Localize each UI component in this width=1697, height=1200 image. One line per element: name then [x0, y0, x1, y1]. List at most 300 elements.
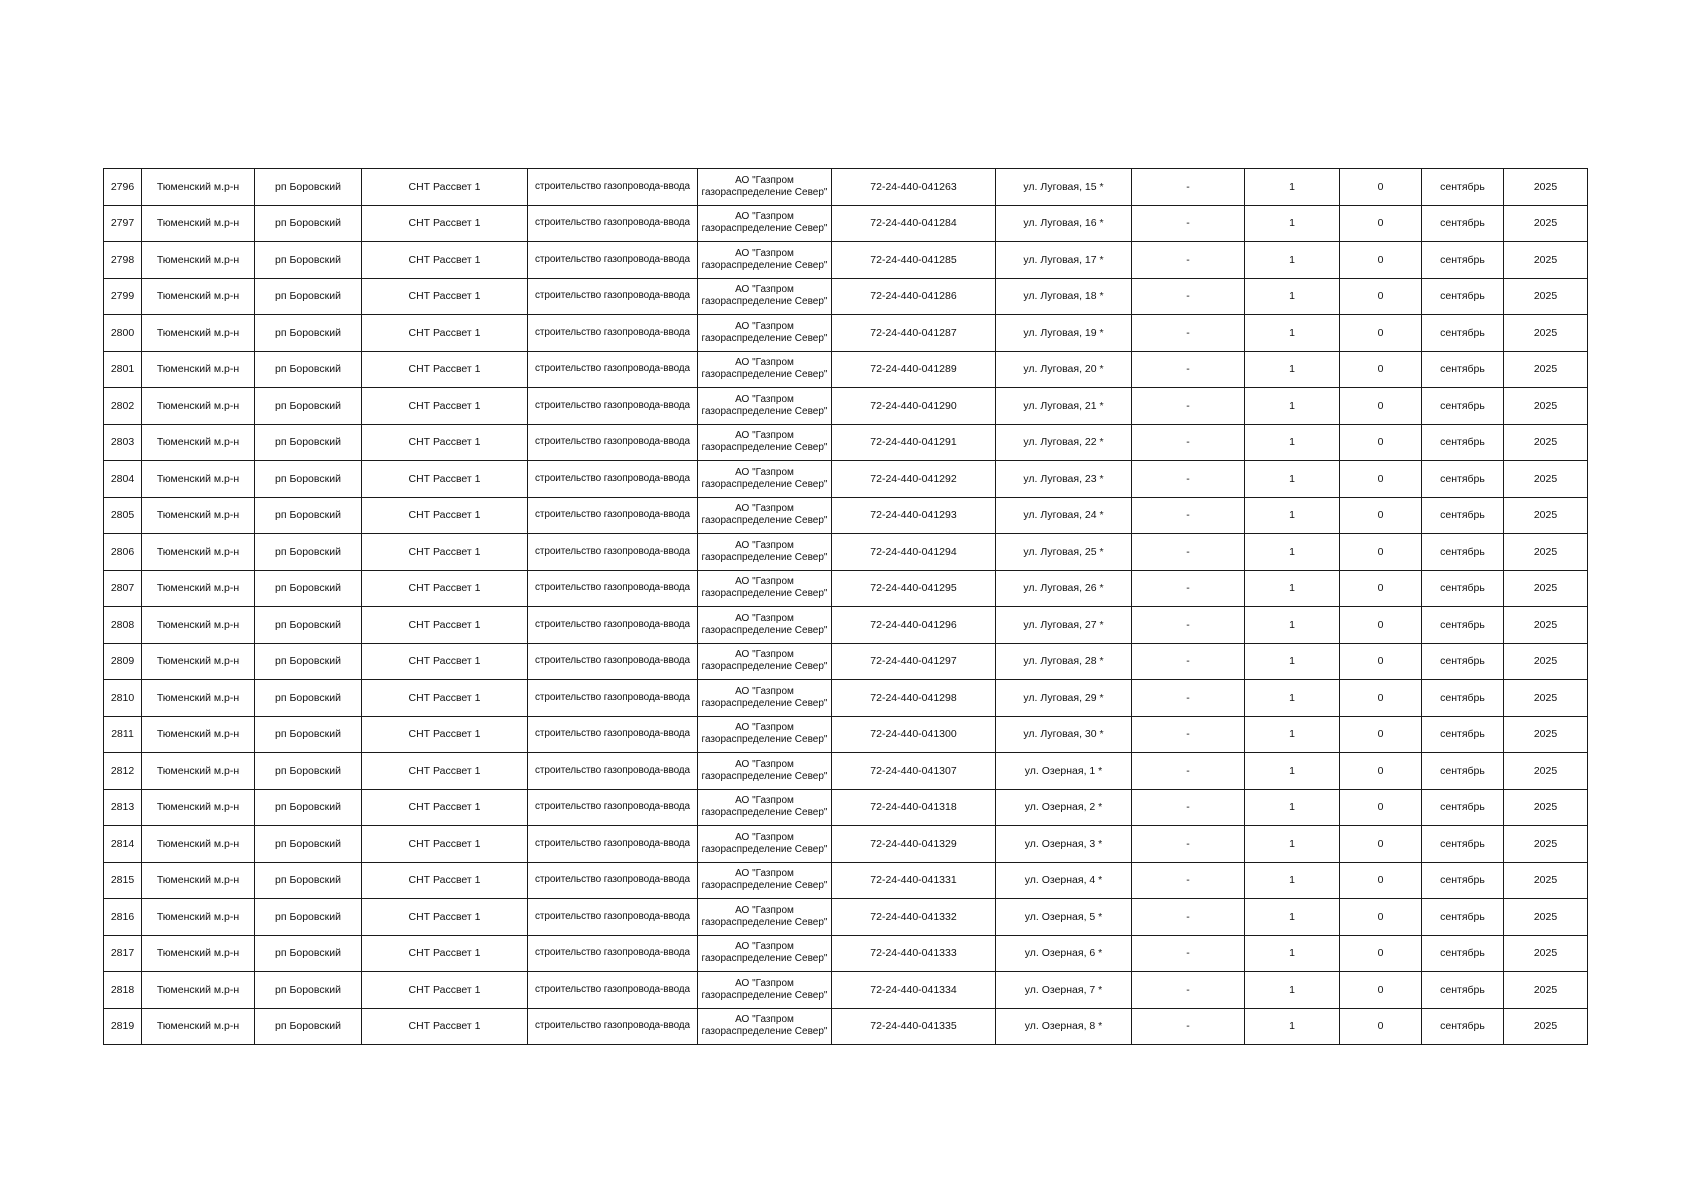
table-row [104, 643, 1588, 680]
cell-month: сентябрь [1422, 278, 1504, 315]
cell-district: Тюменский м.р-н [142, 534, 255, 571]
table-row [104, 789, 1588, 826]
table-row [104, 826, 1588, 863]
cell-address: ул. Луговая, 15 * [996, 169, 1132, 206]
table-row [104, 935, 1588, 972]
cell-work-type: строительство газопровода-ввода [528, 388, 698, 425]
table-row [104, 388, 1588, 425]
cell-organization: АО "Газпром газораспределение Север" [698, 753, 832, 790]
cell-row-number: 2819 [104, 1008, 142, 1045]
cell-count-zero: 0 [1340, 643, 1422, 680]
cell-month: сентябрь [1422, 789, 1504, 826]
cell-count-zero: 0 [1340, 278, 1422, 315]
cell-count-one: 1 [1245, 278, 1340, 315]
cell-district: Тюменский м.р-н [142, 388, 255, 425]
cell-year: 2025 [1504, 278, 1588, 315]
cell-cadastral-number: 72-24-440-041298 [832, 680, 996, 717]
cell-row-number: 2817 [104, 935, 142, 972]
cell-count-one: 1 [1245, 497, 1340, 534]
cell-count-one: 1 [1245, 388, 1340, 425]
cell-organization: АО "Газпром газораспределение Север" [698, 205, 832, 242]
cell-district: Тюменский м.р-н [142, 315, 255, 352]
cell-organization: АО "Газпром газораспределение Север" [698, 570, 832, 607]
cell-district: Тюменский м.р-н [142, 497, 255, 534]
cell-count-zero: 0 [1340, 935, 1422, 972]
cell-year: 2025 [1504, 935, 1588, 972]
cell-month: сентябрь [1422, 862, 1504, 899]
cell-cadastral-number: 72-24-440-041285 [832, 242, 996, 279]
cell-organization: АО "Газпром газораспределение Север" [698, 935, 832, 972]
cell-month: сентябрь [1422, 315, 1504, 352]
cell-month: сентябрь [1422, 753, 1504, 790]
cell-year: 2025 [1504, 607, 1588, 644]
table-row [104, 315, 1588, 352]
table-row [104, 570, 1588, 607]
cell-locality: СНТ Рассвет 1 [362, 607, 528, 644]
cell-dash: - [1132, 242, 1245, 279]
cell-district: Тюменский м.р-н [142, 972, 255, 1009]
cell-locality: СНТ Рассвет 1 [362, 205, 528, 242]
cell-organization: АО "Газпром газораспределение Север" [698, 862, 832, 899]
cell-organization: АО "Газпром газораспределение Север" [698, 351, 832, 388]
cell-organization: АО "Газпром газораспределение Север" [698, 461, 832, 498]
cell-settlement: рп Боровский [255, 899, 362, 936]
cell-locality: СНТ Рассвет 1 [362, 169, 528, 206]
cell-work-type: строительство газопровода-ввода [528, 899, 698, 936]
cell-work-type: строительство газопровода-ввода [528, 169, 698, 206]
cell-month: сентябрь [1422, 570, 1504, 607]
cell-month: сентябрь [1422, 1008, 1504, 1045]
cell-row-number: 2808 [104, 607, 142, 644]
cell-count-one: 1 [1245, 570, 1340, 607]
cell-locality: СНТ Рассвет 1 [362, 534, 528, 571]
cell-work-type: строительство газопровода-ввода [528, 424, 698, 461]
cell-organization: АО "Газпром газораспределение Север" [698, 643, 832, 680]
cell-address: ул. Озерная, 4 * [996, 862, 1132, 899]
cell-count-one: 1 [1245, 680, 1340, 717]
cell-organization: АО "Газпром газораспределение Север" [698, 424, 832, 461]
cell-count-zero: 0 [1340, 169, 1422, 206]
cell-year: 2025 [1504, 826, 1588, 863]
cell-district: Тюменский м.р-н [142, 753, 255, 790]
cell-year: 2025 [1504, 753, 1588, 790]
cell-cadastral-number: 72-24-440-041289 [832, 351, 996, 388]
cell-work-type: строительство газопровода-ввода [528, 643, 698, 680]
cell-address: ул. Луговая, 28 * [996, 643, 1132, 680]
cell-address: ул. Луговая, 24 * [996, 497, 1132, 534]
table-row [104, 607, 1588, 644]
cell-settlement: рп Боровский [255, 497, 362, 534]
cell-cadastral-number: 72-24-440-041329 [832, 826, 996, 863]
cell-month: сентябрь [1422, 351, 1504, 388]
cell-year: 2025 [1504, 242, 1588, 279]
cell-organization: АО "Газпром газораспределение Север" [698, 972, 832, 1009]
cell-row-number: 2815 [104, 862, 142, 899]
cell-locality: СНТ Рассвет 1 [362, 388, 528, 425]
cell-row-number: 2813 [104, 789, 142, 826]
cell-settlement: рп Боровский [255, 643, 362, 680]
cell-row-number: 2814 [104, 826, 142, 863]
cell-row-number: 2798 [104, 242, 142, 279]
cell-work-type: строительство газопровода-ввода [528, 278, 698, 315]
cell-address: ул. Луговая, 17 * [996, 242, 1132, 279]
cell-settlement: рп Боровский [255, 826, 362, 863]
cell-work-type: строительство газопровода-ввода [528, 607, 698, 644]
cell-locality: СНТ Рассвет 1 [362, 935, 528, 972]
cell-address: ул. Луговая, 18 * [996, 278, 1132, 315]
cell-cadastral-number: 72-24-440-041290 [832, 388, 996, 425]
cell-count-zero: 0 [1340, 497, 1422, 534]
cell-organization: АО "Газпром газораспределение Север" [698, 826, 832, 863]
cell-dash: - [1132, 826, 1245, 863]
cell-row-number: 2818 [104, 972, 142, 1009]
cell-year: 2025 [1504, 388, 1588, 425]
cell-count-one: 1 [1245, 789, 1340, 826]
cell-count-zero: 0 [1340, 607, 1422, 644]
cell-year: 2025 [1504, 351, 1588, 388]
cell-count-one: 1 [1245, 351, 1340, 388]
cell-address: ул. Луговая, 16 * [996, 205, 1132, 242]
cell-count-zero: 0 [1340, 388, 1422, 425]
cell-settlement: рп Боровский [255, 242, 362, 279]
cell-dash: - [1132, 351, 1245, 388]
cell-work-type: строительство газопровода-ввода [528, 1008, 698, 1045]
cell-work-type: строительство газопровода-ввода [528, 826, 698, 863]
cell-row-number: 2801 [104, 351, 142, 388]
cell-count-one: 1 [1245, 607, 1340, 644]
cell-cadastral-number: 72-24-440-041286 [832, 278, 996, 315]
cell-row-number: 2797 [104, 205, 142, 242]
cell-cadastral-number: 72-24-440-041297 [832, 643, 996, 680]
cell-row-number: 2803 [104, 424, 142, 461]
cell-month: сентябрь [1422, 461, 1504, 498]
cell-address: ул. Луговая, 27 * [996, 607, 1132, 644]
cell-settlement: рп Боровский [255, 753, 362, 790]
table-row [104, 169, 1588, 206]
cell-settlement: рп Боровский [255, 205, 362, 242]
cell-work-type: строительство газопровода-ввода [528, 753, 698, 790]
cell-district: Тюменский м.р-н [142, 1008, 255, 1045]
cell-count-one: 1 [1245, 242, 1340, 279]
cell-count-zero: 0 [1340, 862, 1422, 899]
cell-organization: АО "Газпром газораспределение Север" [698, 242, 832, 279]
cell-count-one: 1 [1245, 424, 1340, 461]
cell-settlement: рп Боровский [255, 680, 362, 717]
cell-year: 2025 [1504, 862, 1588, 899]
cell-cadastral-number: 72-24-440-041292 [832, 461, 996, 498]
cell-dash: - [1132, 570, 1245, 607]
cell-district: Тюменский м.р-н [142, 461, 255, 498]
table-row [104, 972, 1588, 1009]
cell-row-number: 2806 [104, 534, 142, 571]
cell-organization: АО "Газпром газораспределение Север" [698, 899, 832, 936]
cell-settlement: рп Боровский [255, 169, 362, 206]
cell-month: сентябрь [1422, 424, 1504, 461]
cell-locality: СНТ Рассвет 1 [362, 570, 528, 607]
cell-cadastral-number: 72-24-440-041300 [832, 716, 996, 753]
cell-year: 2025 [1504, 205, 1588, 242]
cell-dash: - [1132, 424, 1245, 461]
cell-month: сентябрь [1422, 716, 1504, 753]
cell-count-one: 1 [1245, 534, 1340, 571]
cell-count-zero: 0 [1340, 826, 1422, 863]
cell-district: Тюменский м.р-н [142, 643, 255, 680]
cell-work-type: строительство газопровода-ввода [528, 680, 698, 717]
cell-count-one: 1 [1245, 315, 1340, 352]
table-row [104, 680, 1588, 717]
cell-address: ул. Озерная, 5 * [996, 899, 1132, 936]
cell-district: Тюменский м.р-н [142, 278, 255, 315]
cell-district: Тюменский м.р-н [142, 680, 255, 717]
cell-organization: АО "Газпром газораспределение Север" [698, 388, 832, 425]
cell-organization: АО "Газпром газораспределение Север" [698, 680, 832, 717]
cell-district: Тюменский м.р-н [142, 607, 255, 644]
cell-address: ул. Озерная, 7 * [996, 972, 1132, 1009]
cell-month: сентябрь [1422, 680, 1504, 717]
cell-dash: - [1132, 680, 1245, 717]
cell-work-type: строительство газопровода-ввода [528, 972, 698, 1009]
cell-settlement: рп Боровский [255, 388, 362, 425]
cell-work-type: строительство газопровода-ввода [528, 534, 698, 571]
cell-settlement: рп Боровский [255, 972, 362, 1009]
cell-row-number: 2807 [104, 570, 142, 607]
cell-count-one: 1 [1245, 935, 1340, 972]
cell-district: Тюменский м.р-н [142, 899, 255, 936]
cell-dash: - [1132, 461, 1245, 498]
cell-work-type: строительство газопровода-ввода [528, 461, 698, 498]
cell-settlement: рп Боровский [255, 424, 362, 461]
cell-work-type: строительство газопровода-ввода [528, 205, 698, 242]
cell-row-number: 2810 [104, 680, 142, 717]
cell-count-zero: 0 [1340, 753, 1422, 790]
cell-district: Тюменский м.р-н [142, 862, 255, 899]
cell-organization: АО "Газпром газораспределение Север" [698, 278, 832, 315]
cell-count-zero: 0 [1340, 461, 1422, 498]
cell-address: ул. Луговая, 23 * [996, 461, 1132, 498]
cell-locality: СНТ Рассвет 1 [362, 351, 528, 388]
cell-row-number: 2816 [104, 899, 142, 936]
cell-count-zero: 0 [1340, 534, 1422, 571]
cell-dash: - [1132, 315, 1245, 352]
cell-count-zero: 0 [1340, 716, 1422, 753]
cell-locality: СНТ Рассвет 1 [362, 242, 528, 279]
table-row [104, 862, 1588, 899]
cell-address: ул. Озерная, 3 * [996, 826, 1132, 863]
cell-count-one: 1 [1245, 826, 1340, 863]
cell-district: Тюменский м.р-н [142, 242, 255, 279]
cell-address: ул. Луговая, 29 * [996, 680, 1132, 717]
cell-year: 2025 [1504, 424, 1588, 461]
cell-year: 2025 [1504, 680, 1588, 717]
cell-district: Тюменский м.р-н [142, 169, 255, 206]
table-row [104, 899, 1588, 936]
cell-month: сентябрь [1422, 388, 1504, 425]
cell-cadastral-number: 72-24-440-041284 [832, 205, 996, 242]
cell-month: сентябрь [1422, 899, 1504, 936]
cell-organization: АО "Газпром газораспределение Север" [698, 1008, 832, 1045]
cell-dash: - [1132, 753, 1245, 790]
cell-work-type: строительство газопровода-ввода [528, 242, 698, 279]
table-row [104, 753, 1588, 790]
cell-work-type: строительство газопровода-ввода [528, 789, 698, 826]
cell-settlement: рп Боровский [255, 461, 362, 498]
cell-year: 2025 [1504, 972, 1588, 1009]
cell-count-one: 1 [1245, 862, 1340, 899]
cell-settlement: рп Боровский [255, 315, 362, 352]
cell-district: Тюменский м.р-н [142, 935, 255, 972]
cell-month: сентябрь [1422, 935, 1504, 972]
cell-settlement: рп Боровский [255, 716, 362, 753]
table-row [104, 278, 1588, 315]
cell-work-type: строительство газопровода-ввода [528, 570, 698, 607]
cell-month: сентябрь [1422, 607, 1504, 644]
cell-address: ул. Озерная, 8 * [996, 1008, 1132, 1045]
cell-locality: СНТ Рассвет 1 [362, 643, 528, 680]
cell-count-one: 1 [1245, 716, 1340, 753]
cell-locality: СНТ Рассвет 1 [362, 862, 528, 899]
cell-locality: СНТ Рассвет 1 [362, 680, 528, 717]
cell-year: 2025 [1504, 1008, 1588, 1045]
cell-year: 2025 [1504, 899, 1588, 936]
table-row [104, 497, 1588, 534]
cell-district: Тюменский м.р-н [142, 826, 255, 863]
cell-settlement: рп Боровский [255, 789, 362, 826]
cell-dash: - [1132, 972, 1245, 1009]
cell-organization: АО "Газпром газораспределение Север" [698, 497, 832, 534]
cell-address: ул. Луговая, 26 * [996, 570, 1132, 607]
cell-count-one: 1 [1245, 461, 1340, 498]
cell-month: сентябрь [1422, 643, 1504, 680]
cell-dash: - [1132, 607, 1245, 644]
cell-cadastral-number: 72-24-440-041307 [832, 753, 996, 790]
cell-dash: - [1132, 716, 1245, 753]
cell-month: сентябрь [1422, 242, 1504, 279]
cell-count-one: 1 [1245, 169, 1340, 206]
cell-dash: - [1132, 935, 1245, 972]
cell-month: сентябрь [1422, 534, 1504, 571]
cell-district: Тюменский м.р-н [142, 205, 255, 242]
cell-address: ул. Луговая, 30 * [996, 716, 1132, 753]
cell-row-number: 2796 [104, 169, 142, 206]
cell-dash: - [1132, 534, 1245, 571]
cell-row-number: 2811 [104, 716, 142, 753]
cell-count-zero: 0 [1340, 680, 1422, 717]
table-row [104, 424, 1588, 461]
cell-count-zero: 0 [1340, 972, 1422, 1009]
cell-dash: - [1132, 899, 1245, 936]
cell-month: сентябрь [1422, 497, 1504, 534]
cell-month: сентябрь [1422, 205, 1504, 242]
cell-address: ул. Озерная, 6 * [996, 935, 1132, 972]
cell-locality: СНТ Рассвет 1 [362, 716, 528, 753]
cell-district: Тюменский м.р-н [142, 789, 255, 826]
cell-year: 2025 [1504, 497, 1588, 534]
cell-cadastral-number: 72-24-440-041334 [832, 972, 996, 1009]
cell-organization: АО "Газпром газораспределение Север" [698, 315, 832, 352]
cell-dash: - [1132, 1008, 1245, 1045]
cell-count-one: 1 [1245, 1008, 1340, 1045]
cell-work-type: строительство газопровода-ввода [528, 862, 698, 899]
cell-cadastral-number: 72-24-440-041332 [832, 899, 996, 936]
table-row [104, 716, 1588, 753]
cell-year: 2025 [1504, 534, 1588, 571]
cell-settlement: рп Боровский [255, 607, 362, 644]
cell-district: Тюменский м.р-н [142, 351, 255, 388]
cell-row-number: 2800 [104, 315, 142, 352]
cell-cadastral-number: 72-24-440-041335 [832, 1008, 996, 1045]
cell-count-zero: 0 [1340, 242, 1422, 279]
cell-locality: СНТ Рассвет 1 [362, 753, 528, 790]
table-row [104, 351, 1588, 388]
cell-count-zero: 0 [1340, 899, 1422, 936]
cell-work-type: строительство газопровода-ввода [528, 351, 698, 388]
cell-locality: СНТ Рассвет 1 [362, 972, 528, 1009]
gasification-schedule-table [103, 168, 1588, 1045]
cell-count-zero: 0 [1340, 424, 1422, 461]
cell-dash: - [1132, 497, 1245, 534]
cell-organization: АО "Газпром газораспределение Север" [698, 716, 832, 753]
cell-settlement: рп Боровский [255, 351, 362, 388]
cell-dash: - [1132, 169, 1245, 206]
cell-settlement: рп Боровский [255, 1008, 362, 1045]
cell-year: 2025 [1504, 789, 1588, 826]
table-row [104, 205, 1588, 242]
cell-dash: - [1132, 862, 1245, 899]
cell-year: 2025 [1504, 315, 1588, 352]
cell-address: ул. Озерная, 1 * [996, 753, 1132, 790]
cell-count-zero: 0 [1340, 315, 1422, 352]
cell-work-type: строительство газопровода-ввода [528, 716, 698, 753]
cell-cadastral-number: 72-24-440-041333 [832, 935, 996, 972]
cell-organization: АО "Газпром газораспределение Север" [698, 534, 832, 571]
cell-locality: СНТ Рассвет 1 [362, 461, 528, 498]
cell-address: ул. Луговая, 19 * [996, 315, 1132, 352]
cell-dash: - [1132, 388, 1245, 425]
cell-address: ул. Луговая, 20 * [996, 351, 1132, 388]
cell-count-one: 1 [1245, 753, 1340, 790]
cell-count-one: 1 [1245, 205, 1340, 242]
cell-locality: СНТ Рассвет 1 [362, 899, 528, 936]
cell-cadastral-number: 72-24-440-041296 [832, 607, 996, 644]
table-row [104, 461, 1588, 498]
table-row [104, 242, 1588, 279]
cell-locality: СНТ Рассвет 1 [362, 424, 528, 461]
cell-year: 2025 [1504, 643, 1588, 680]
cell-row-number: 2802 [104, 388, 142, 425]
cell-month: сентябрь [1422, 972, 1504, 1009]
cell-locality: СНТ Рассвет 1 [362, 315, 528, 352]
cell-row-number: 2812 [104, 753, 142, 790]
cell-count-one: 1 [1245, 972, 1340, 1009]
cell-locality: СНТ Рассвет 1 [362, 1008, 528, 1045]
cell-count-zero: 0 [1340, 570, 1422, 607]
cell-work-type: строительство газопровода-ввода [528, 935, 698, 972]
cell-cadastral-number: 72-24-440-041294 [832, 534, 996, 571]
cell-organization: АО "Газпром газораспределение Север" [698, 607, 832, 644]
cell-address: ул. Луговая, 22 * [996, 424, 1132, 461]
cell-cadastral-number: 72-24-440-041263 [832, 169, 996, 206]
table-body [104, 169, 1588, 1045]
cell-cadastral-number: 72-24-440-041293 [832, 497, 996, 534]
cell-settlement: рп Боровский [255, 534, 362, 571]
cell-settlement: рп Боровский [255, 935, 362, 972]
cell-year: 2025 [1504, 716, 1588, 753]
cell-organization: АО "Газпром газораспределение Север" [698, 789, 832, 826]
cell-settlement: рп Боровский [255, 570, 362, 607]
cell-count-zero: 0 [1340, 789, 1422, 826]
cell-dash: - [1132, 789, 1245, 826]
cell-district: Тюменский м.р-н [142, 424, 255, 461]
